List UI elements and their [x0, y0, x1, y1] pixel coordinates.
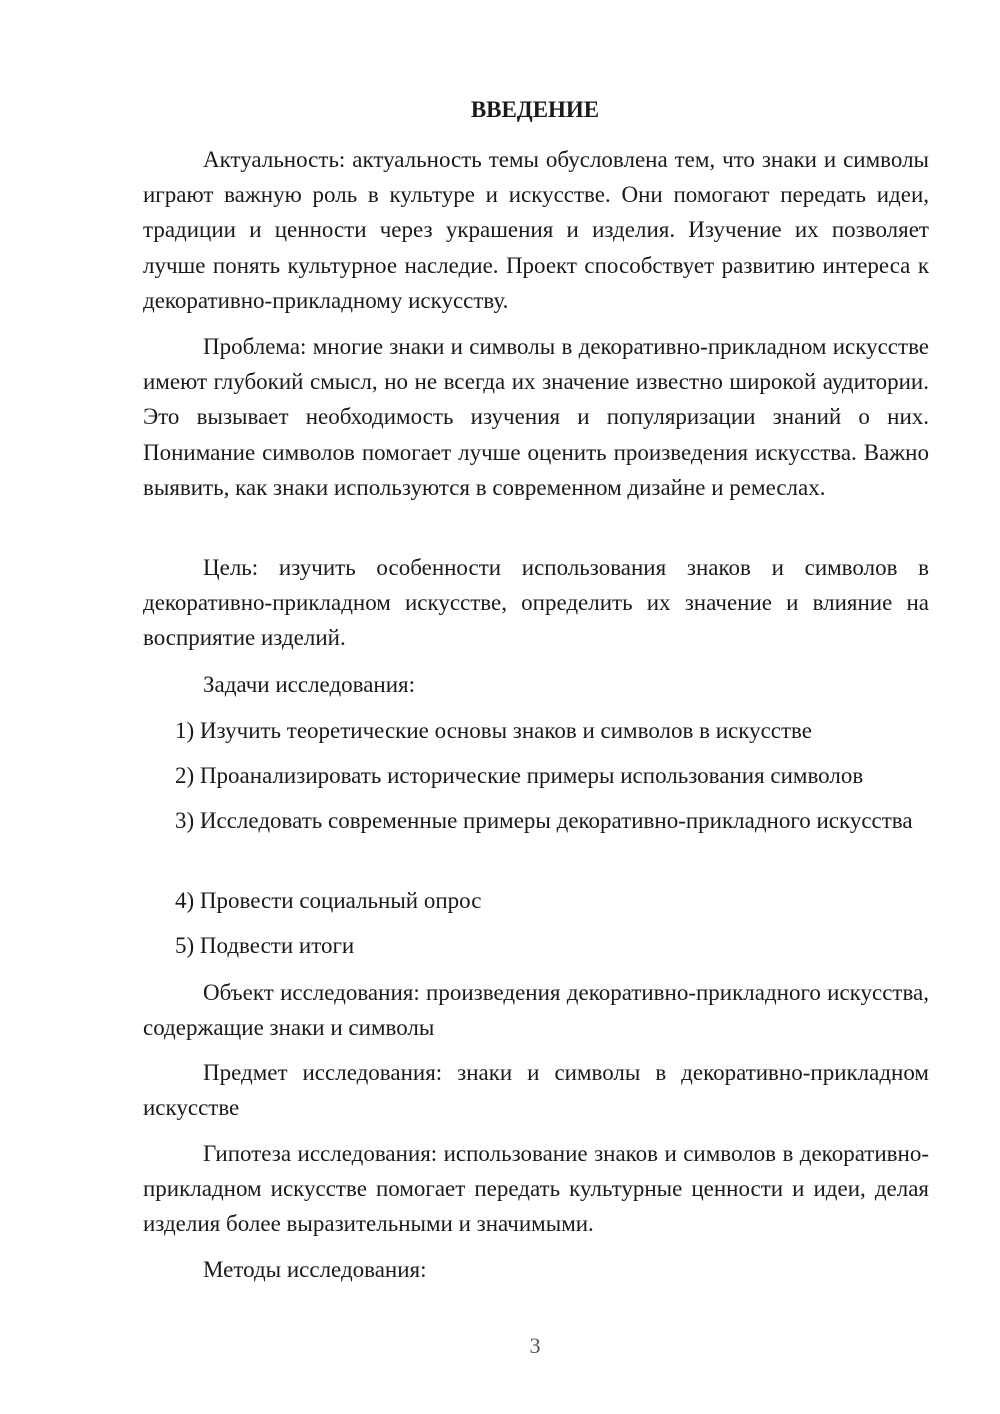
paragraph-object: Объект исследования: произведения декоративно-прикладного искусства, содержащие знаки и символы: [143, 980, 929, 1041]
paragraph-relevance: Актуальность: актуальность темы обусловлена тем, что знаки и символы играют важную роль в культуре и искусстве. Они помогают передать идеи, традиции и ценности через украшения и изделия. Изучение их позволяет лучше понять культурное наследие. Проект способствует развитию интереса к декоративно-прикладному искусству.: [143, 147, 929, 313]
task-item-4: 4) Провести социальный опрос: [175, 888, 482, 913]
tasks-heading: Задачи исследования:: [203, 672, 416, 697]
page-number: 3: [529, 1333, 541, 1358]
paragraph-problem: Проблема: многие знаки и символы в декоративно-прикладном искусстве имеют глубокий смысл, но не всегда их значение известно широкой аудитории. Это вызывает необходимость изучения и популяризации знаний о них. Понимание символов помогает лучше оценить произведения искусства. Важно выявить, как знаки используются в современном дизайне и ремеслах.: [143, 334, 929, 500]
paragraph-subject: Предмет исследования: знаки и символы в декоративно-прикладном искусстве: [143, 1060, 929, 1121]
paragraph-goal: Цель: изучить особенности использования знаков и символов в декоративно-прикладном искусстве, определить их значение и влияние на восприятие изделий.: [143, 555, 929, 651]
task-item-3: 3) Исследовать современные примеры декоративно-прикладного искусства: [175, 808, 913, 833]
task-item-2: 2) Проанализировать исторические примеры использования символов: [175, 763, 864, 788]
methods-heading: Методы исследования:: [203, 1257, 427, 1282]
section-title: ВВЕДЕНИЕ: [470, 97, 600, 122]
paragraph-hypothesis: Гипотеза исследования: использование знаков и символов в декоративно-прикладном искусстве помогает передать культурные ценности и идеи, делая изделия более выразительными и значимыми.: [143, 1141, 929, 1237]
task-item-5: 5) Подвести итоги: [175, 933, 355, 958]
task-item-1: 1) Изучить теоретические основы знаков и символов в искусстве: [175, 718, 812, 743]
